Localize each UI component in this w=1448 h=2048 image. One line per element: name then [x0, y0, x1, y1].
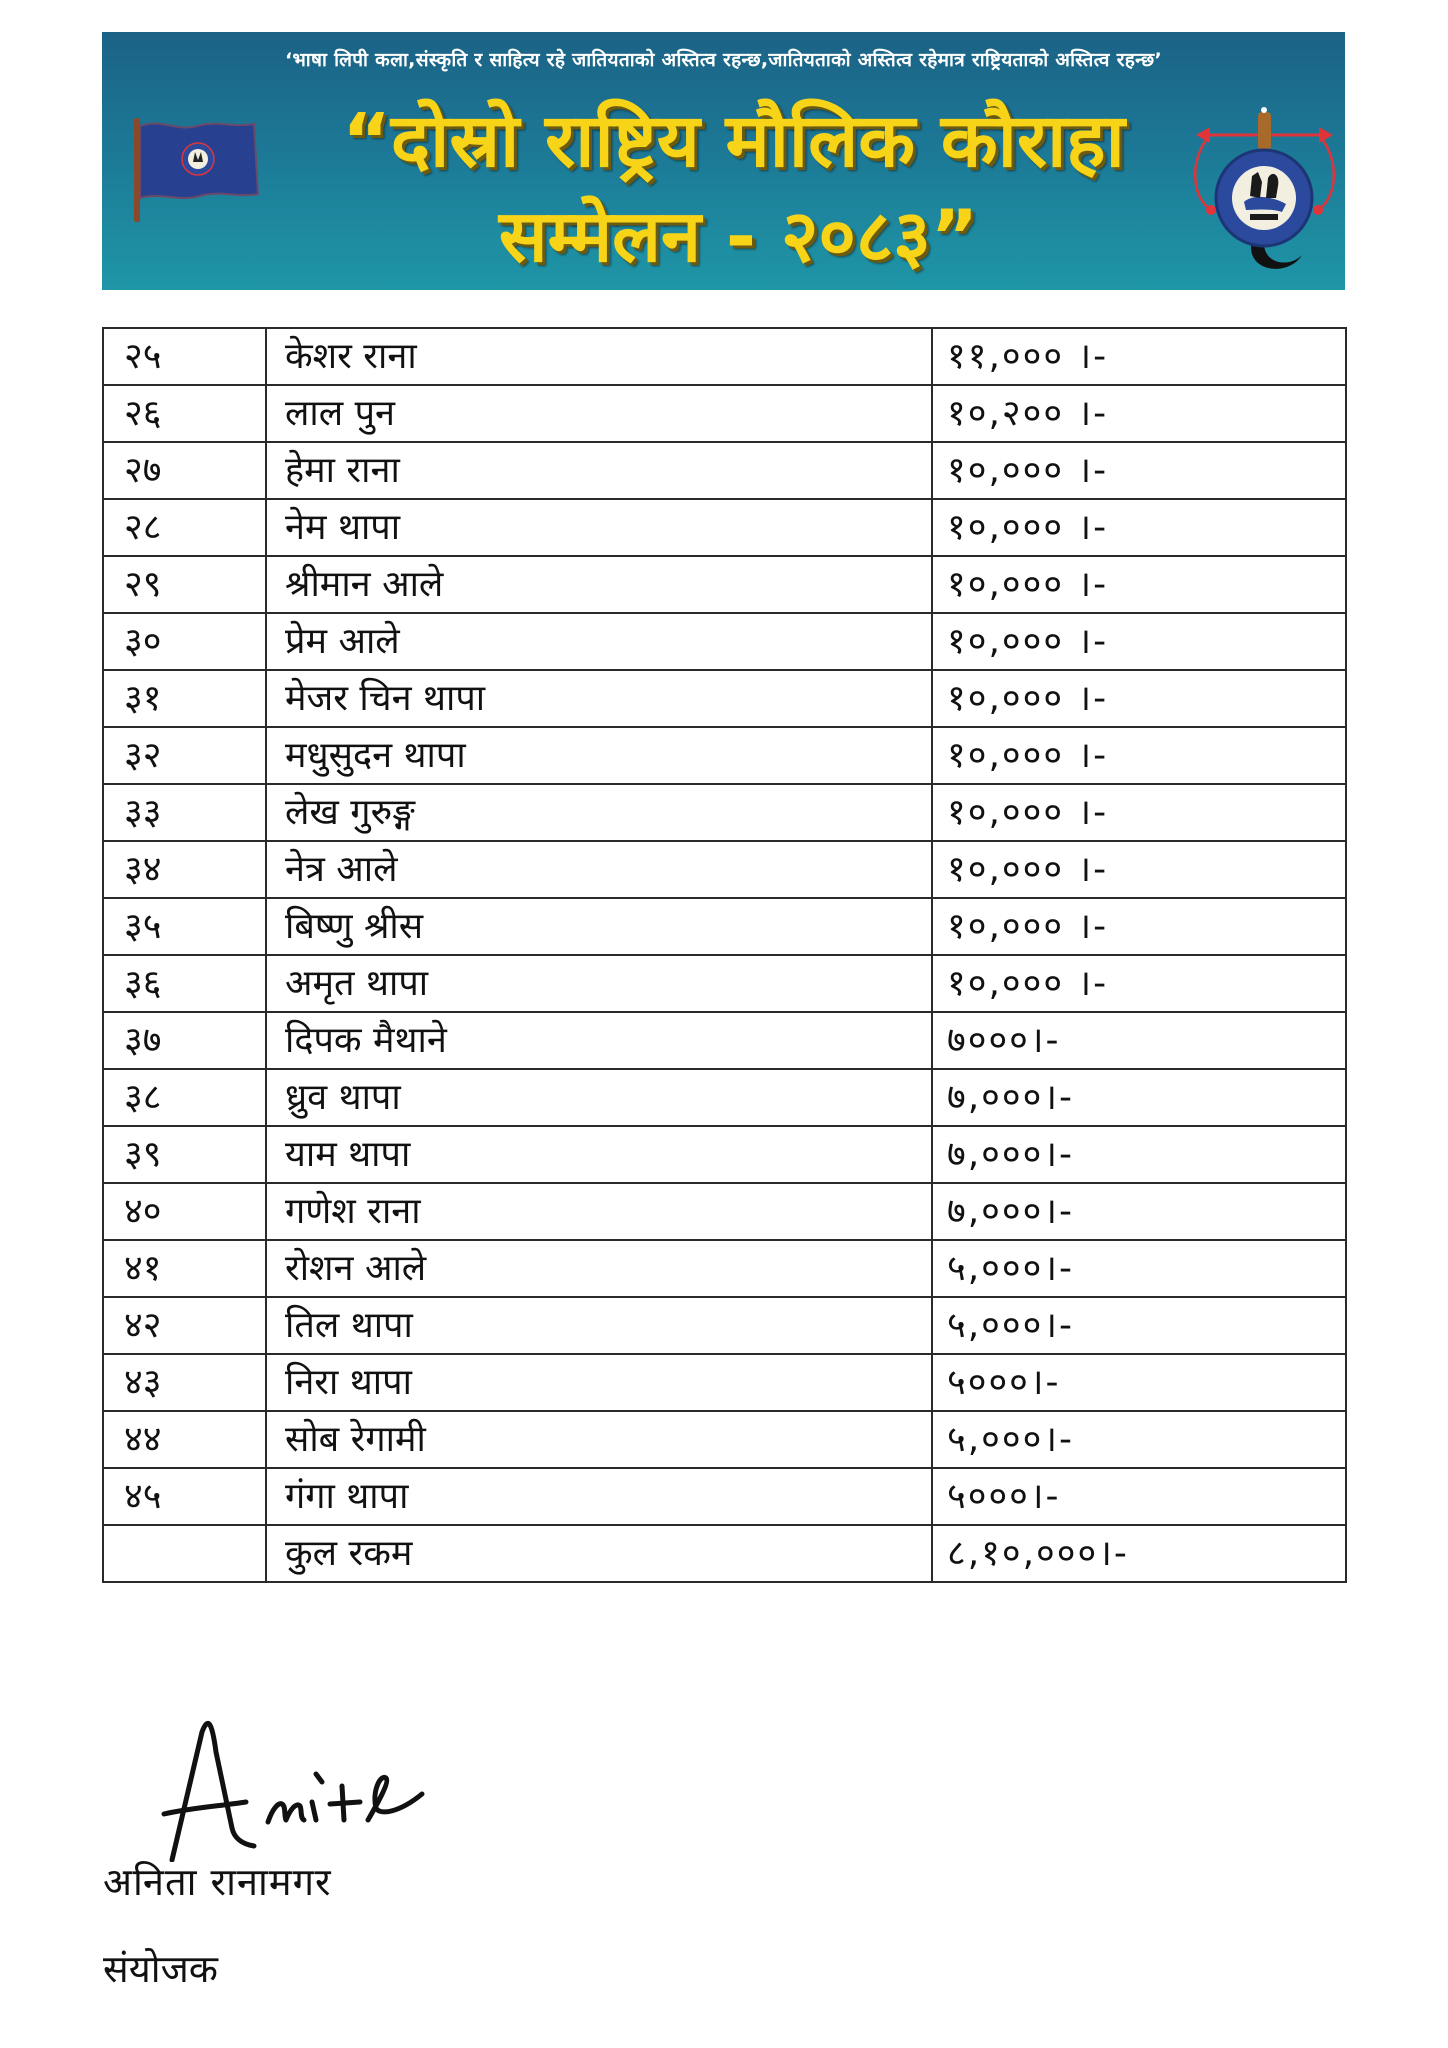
contributor-name-cell: गणेश राना — [266, 1183, 932, 1240]
amount-cell: ७,०००।- — [932, 1126, 1346, 1183]
total-label-cell: कुल रकम — [266, 1525, 932, 1582]
total-row — [103, 1525, 1346, 1582]
serial-number-cell: ३६ — [103, 955, 266, 1012]
amount-cell: १०,००० ।- — [932, 670, 1346, 727]
amount-cell: ११,००० ।- — [932, 328, 1346, 385]
table-row — [103, 1468, 1346, 1525]
contributor-name-cell: मधुसुदन थापा — [266, 727, 932, 784]
table-row — [103, 1183, 1346, 1240]
table-row — [103, 1012, 1346, 1069]
contributions-table — [102, 327, 1347, 1583]
amount-cell: १०,२०० ।- — [932, 385, 1346, 442]
contributions-table-body — [103, 328, 1346, 1582]
amount-cell: १०,००० ।- — [932, 556, 1346, 613]
contributor-name-cell: श्रीमान आले — [266, 556, 932, 613]
table-row — [103, 841, 1346, 898]
table-row — [103, 898, 1346, 955]
serial-number-cell: २८ — [103, 499, 266, 556]
table-row — [103, 1354, 1346, 1411]
table-row — [103, 727, 1346, 784]
amount-cell: ५,०००।- — [932, 1297, 1346, 1354]
amount-cell: १०,००० ।- — [932, 955, 1346, 1012]
table-row — [103, 556, 1346, 613]
serial-number-cell: २९ — [103, 556, 266, 613]
serial-number-cell: २७ — [103, 442, 266, 499]
amount-cell: ५०००।- — [932, 1468, 1346, 1525]
amount-cell: १०,००० ।- — [932, 898, 1346, 955]
organization-logo-icon — [1192, 90, 1337, 275]
table-row — [103, 1411, 1346, 1468]
contributor-name-cell: नेत्र आले — [266, 841, 932, 898]
contributor-name-cell: निरा थापा — [266, 1354, 932, 1411]
contributor-name-cell: गंगा थापा — [266, 1468, 932, 1525]
contributor-name-cell: केशर राना — [266, 328, 932, 385]
banner-title-line-2: सम्मेलन - २०८३” — [498, 194, 979, 278]
serial-number-cell: ३० — [103, 613, 266, 670]
total-serial-cell — [103, 1525, 266, 1582]
table-row — [103, 442, 1346, 499]
table-row — [103, 1126, 1346, 1183]
table-row — [103, 328, 1346, 385]
handwritten-signature — [150, 1712, 440, 1862]
contributor-name-cell: मेजर चिन थापा — [266, 670, 932, 727]
serial-number-cell: ४४ — [103, 1411, 266, 1468]
contributor-name-cell: लाल पुन — [266, 385, 932, 442]
amount-cell: १०,००० ।- — [932, 727, 1346, 784]
contributor-name-cell: तिल थापा — [266, 1297, 932, 1354]
table-row — [103, 955, 1346, 1012]
serial-number-cell: ३३ — [103, 784, 266, 841]
signatory-name: अनिता रानामगर — [103, 1860, 332, 1904]
serial-number-cell: ३८ — [103, 1069, 266, 1126]
amount-cell: १०,००० ।- — [932, 841, 1346, 898]
amount-cell: ५,०००।- — [932, 1240, 1346, 1297]
table-row — [103, 1297, 1346, 1354]
serial-number-cell: ३५ — [103, 898, 266, 955]
serial-number-cell: ३२ — [103, 727, 266, 784]
serial-number-cell: ४२ — [103, 1297, 266, 1354]
event-banner — [102, 32, 1345, 290]
banner-title-line-1: “दोस्रो राष्ट्रिय मौलिक कौराहा — [342, 98, 1125, 184]
serial-number-cell: ४१ — [103, 1240, 266, 1297]
amount-cell: १०,००० ।- — [932, 442, 1346, 499]
table-row — [103, 499, 1346, 556]
amount-cell: ७,०००।- — [932, 1183, 1346, 1240]
contributor-name-cell: सोब रेगामी — [266, 1411, 932, 1468]
contributor-name-cell: याम थापा — [266, 1126, 932, 1183]
table-row — [103, 784, 1346, 841]
table-row — [103, 1240, 1346, 1297]
serial-number-cell: ४० — [103, 1183, 266, 1240]
serial-number-cell: ४५ — [103, 1468, 266, 1525]
table-row — [103, 613, 1346, 670]
amount-cell: ७०००।- — [932, 1012, 1346, 1069]
contributor-name-cell: हेमा राना — [266, 442, 932, 499]
contributor-name-cell: अमृत थापा — [266, 955, 932, 1012]
serial-number-cell: ३९ — [103, 1126, 266, 1183]
contributor-name-cell: लेख गुरुङ्ग — [266, 784, 932, 841]
table-row — [103, 1069, 1346, 1126]
contributor-name-cell: प्रेम आले — [266, 613, 932, 670]
contributor-name-cell: ध्रुव थापा — [266, 1069, 932, 1126]
contributor-name-cell: रोशन आले — [266, 1240, 932, 1297]
serial-number-cell: २६ — [103, 385, 266, 442]
amount-cell: ७,०००।- — [932, 1069, 1346, 1126]
serial-number-cell: ३४ — [103, 841, 266, 898]
contributor-name-cell: नेम थापा — [266, 499, 932, 556]
serial-number-cell: २५ — [103, 328, 266, 385]
signatory-role: संयोजक — [103, 1947, 218, 1991]
amount-cell: ५०००।- — [932, 1354, 1346, 1411]
amount-cell: १०,००० ।- — [932, 784, 1346, 841]
contributor-name-cell: बिष्णु श्रीस — [266, 898, 932, 955]
serial-number-cell: ३१ — [103, 670, 266, 727]
amount-cell: १०,००० ।- — [932, 613, 1346, 670]
serial-number-cell: ४३ — [103, 1354, 266, 1411]
contributor-name-cell: दिपक मैथाने — [266, 1012, 932, 1069]
table-row — [103, 385, 1346, 442]
banner-tagline: ‘भाषा लिपी कला,संस्कृति र साहित्य रहे जातियताको अस्तित्व रहन्छ,जातियताको अस्तित्व रहेमात्र राष्ट्रियताको अस्तित्व रहन्छ’ — [284, 49, 1163, 71]
amount-cell: ५,०००।- — [932, 1411, 1346, 1468]
amount-cell: १०,००० ।- — [932, 499, 1346, 556]
serial-number-cell: ३७ — [103, 1012, 266, 1069]
table-row — [103, 670, 1346, 727]
total-amount-cell: ८,१०,०००।- — [932, 1525, 1346, 1582]
